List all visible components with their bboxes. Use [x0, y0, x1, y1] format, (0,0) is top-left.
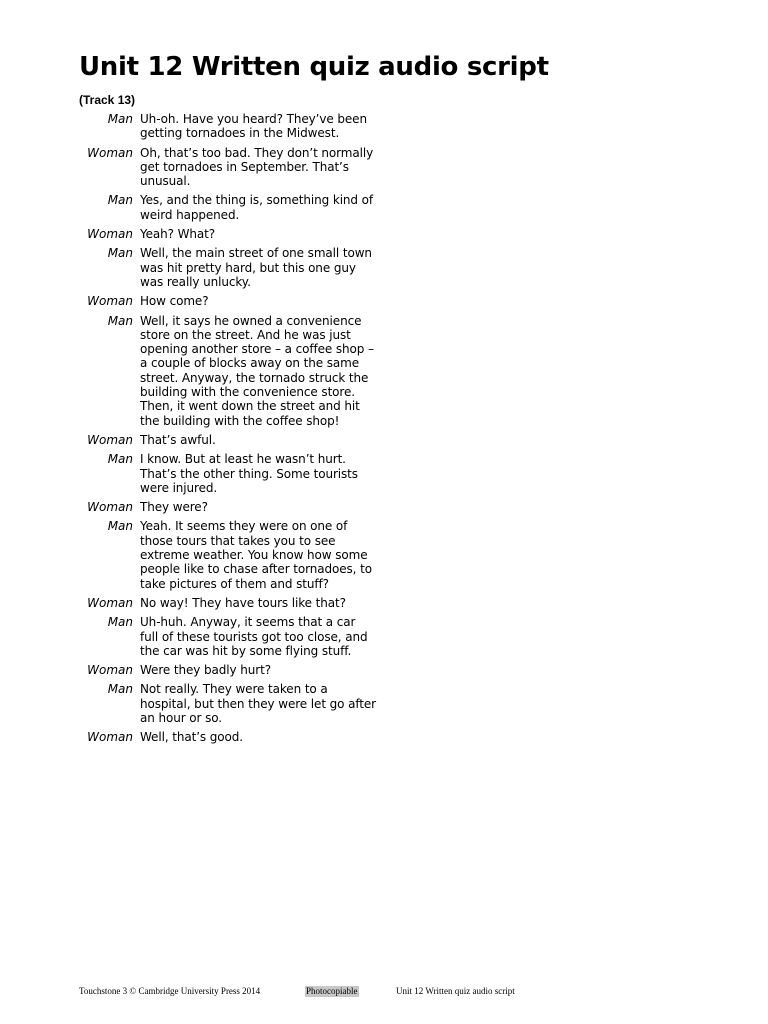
script-turn: [79, 314, 379, 428]
speaker-label: Man: [107, 682, 133, 697]
script-turn: [79, 294, 379, 308]
speaker-label: Man: [107, 313, 133, 328]
speaker-label: Man: [107, 193, 133, 208]
dialogue-line: Well, it says he owned a convenience store on the street. And he was just opening another store – a coffee shop – a couple of blocks away on the same street. Anyway, the tornado struck the building with the convenience store. Then, it went down the street and hit the building with the coffee shop!: [140, 313, 374, 428]
script-turn: [79, 227, 379, 241]
speaker-label: Man: [107, 452, 133, 467]
script-turn: [79, 246, 379, 289]
dialogue-line: Yeah? What?: [140, 227, 216, 242]
script-turn: [79, 596, 379, 610]
script-turn: [79, 193, 379, 222]
dialogue-line: Oh, that’s too bad. They don’t normally get tornadoes in September. That’s unusual.: [140, 145, 374, 189]
speaker-label: Woman: [87, 663, 133, 678]
script-turn: [79, 663, 379, 677]
script-turn: [79, 730, 379, 744]
dialogue-line: Well, that’s good.: [140, 730, 244, 745]
script-turn: [79, 433, 379, 447]
script-turn: [79, 519, 379, 590]
speaker-label: Woman: [87, 730, 133, 745]
script-turn: [79, 452, 379, 495]
dialogue-line: Well, the main street of one small town was hit pretty hard, but this one guy was really unlucky.: [140, 246, 372, 289]
script-turn: [79, 146, 379, 189]
speaker-label: Woman: [87, 145, 133, 160]
speaker-label: Woman: [87, 432, 133, 447]
speaker-label: Man: [107, 246, 133, 261]
dialogue-line: Not really. They were taken to a hospital, but then they were let go after an hour or so.: [140, 682, 376, 725]
speaker-label: Man: [107, 615, 133, 630]
speaker-label: Woman: [87, 500, 133, 515]
script-turn: [79, 682, 379, 725]
script-turn: [79, 500, 379, 514]
speaker-label: Woman: [87, 595, 133, 610]
dialogue-line: Uh-huh. Anyway, it seems that a car full of these tourists got too close, and the car was hit by some flying stuff.: [140, 615, 368, 658]
track-label: (Track 13): [79, 93, 136, 107]
dialogue-line: Uh-oh. Have you heard? They’ve been getting tornadoes in the Midwest.: [140, 112, 367, 141]
dialogue-line: No way! They have tours like that?: [140, 595, 346, 610]
footer-copyright: Touchstone 3 © Cambridge University Press 2014: [79, 986, 261, 996]
dialogue-line: They were?: [140, 500, 208, 515]
speaker-label: Man: [107, 519, 133, 534]
dialogue-line: That’s awful.: [140, 432, 216, 447]
footer-photocopiable: Photocopiable: [306, 986, 358, 996]
page-title: Unit 12 Written quiz audio script: [79, 52, 549, 82]
dialogue-line: Yes, and the thing is, something kind of weird happened.: [140, 193, 374, 222]
script-turn: [79, 615, 379, 658]
audio-script: [79, 112, 379, 750]
dialogue-line: How come?: [140, 294, 209, 309]
speaker-label: Man: [107, 112, 133, 126]
dialogue-line: Were they badly hurt?: [140, 663, 271, 678]
script-turn: [79, 112, 379, 141]
dialogue-line: Yeah. It seems they were on one of those tours that takes you to see extreme weather. You know how some people like to chase after tornadoes, to take pictures of them and stuff?: [140, 519, 372, 591]
dialogue-line: I know. But at least he wasn’t hurt. That’s the other thing. Some tourists were injured.: [140, 452, 358, 495]
speaker-label: Woman: [87, 294, 133, 309]
footer-document-title: Unit 12 Written quiz audio script: [396, 986, 515, 996]
speaker-label: Woman: [87, 227, 133, 242]
